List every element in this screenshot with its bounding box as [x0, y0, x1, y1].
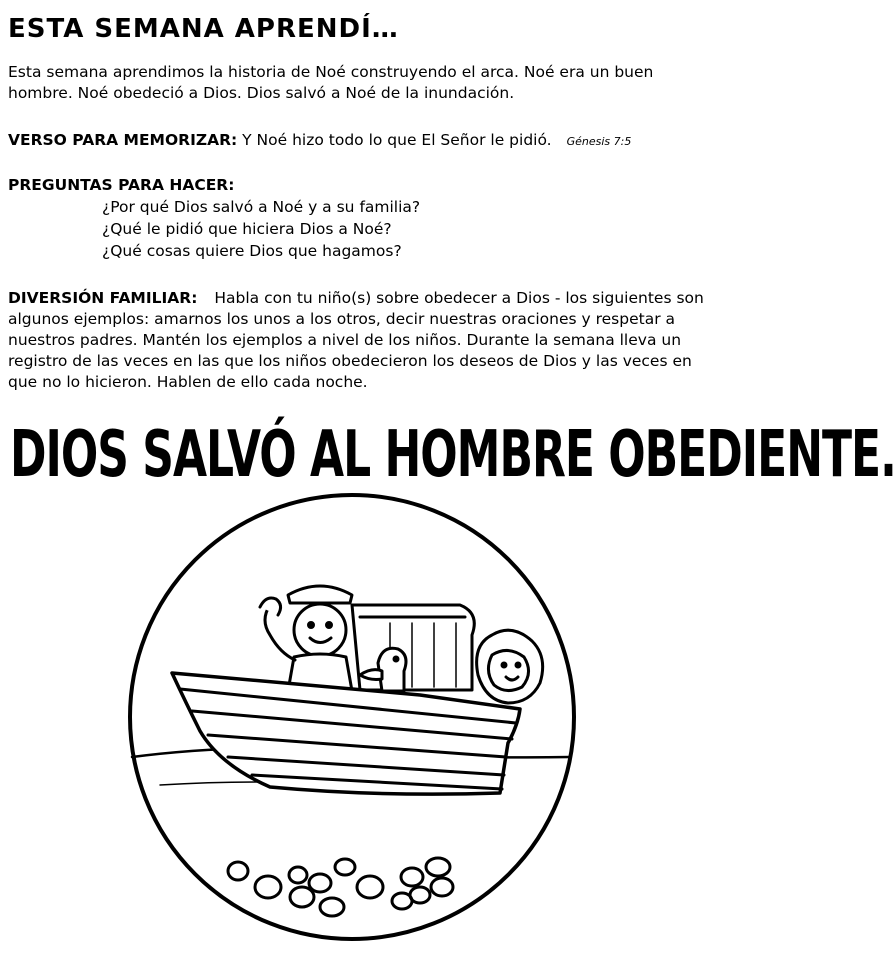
noah-figure [260, 586, 352, 691]
intro-paragraph: Esta semana aprendimos la historia de Noé construyendo el arca. Noé era un buen hombre. Noé obedeció a Dios. Dios salvó a Noé de la inundación. [8, 63, 654, 102]
questions-list [102, 196, 420, 262]
lesson-banner: DIOS SALVÓ AL HOMBRE OBEDIENTE. [10, 418, 896, 492]
lion-figure [477, 630, 543, 703]
stones [228, 858, 453, 916]
question-item: ¿Qué le pidió que hiciera Dios a Noé? [102, 220, 392, 238]
memory-verse-label: VERSO PARA MEMORIZAR: [8, 131, 238, 149]
page-title: ESTA SEMANA APRENDÍ… [8, 14, 399, 44]
family-fun-paragraph [8, 288, 716, 393]
noah-ark-illustration [120, 495, 590, 945]
family-fun-label: DIVERSIÓN FAMILIAR: [8, 289, 198, 307]
family-fun-text: Habla con tu niño(s) sobre obedecer a Dios - los siguientes son algunos ejemplos: amarnos los unos a los otros, decir nuestras oraciones y respetar a nuestros padres. Mantén los ejemplos a nivel de los niños. Durante la semana lleva un registro de las veces en las que los niños obedecieron los deseos de Dios y las veces en que no lo hicieron. Hablen de ello cada noche. [8, 289, 704, 391]
question-item: ¿Por qué Dios salvó a Noé y a su familia? [102, 198, 421, 216]
questions-label: PREGUNTAS PARA HACER: [8, 176, 235, 194]
memory-verse-reference: Génesis 7:5 [566, 135, 632, 148]
duck-figure [360, 648, 406, 691]
memory-verse-text: Y Noé hizo todo lo que El Señor le pidió. [242, 131, 552, 149]
question-item: ¿Qué cosas quiere Dios que hagamos? [102, 242, 402, 260]
memory-verse [8, 130, 716, 152]
